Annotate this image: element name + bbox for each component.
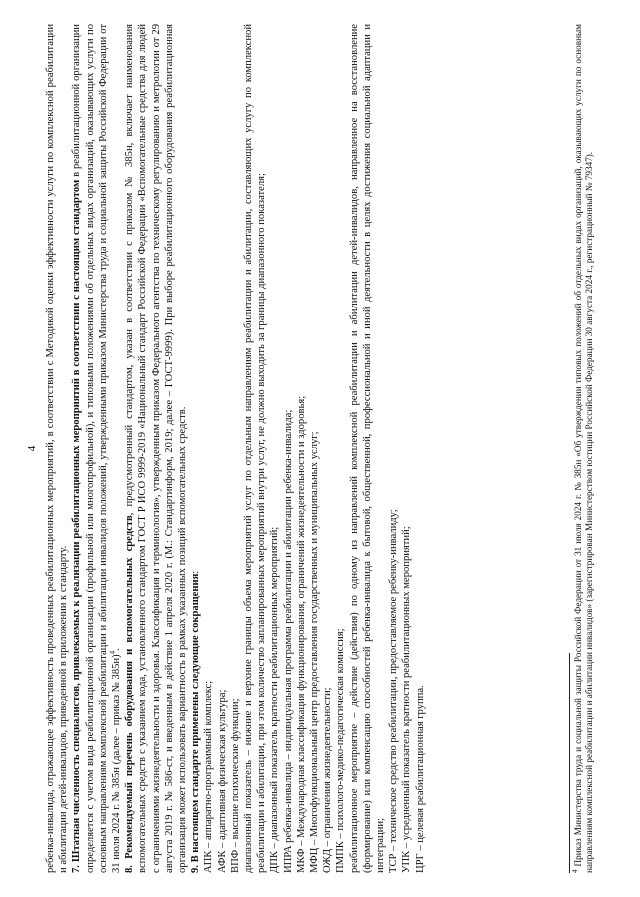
abbreviation-item: МКФ – Международная классификация функционирования, ограничений жизнедеятельности и здоровья; — [295, 395, 307, 873]
abbreviation-item: ПМПК – психолого-медико-педагогическая комиссия; — [335, 628, 347, 873]
abbreviation-item: УПК – усредненный показатель кратности реабилитационных мероприятий; — [401, 526, 413, 873]
paragraph-heading: 7. Штатная численность специалистов, привлекаемых к реализации реабилитационных мероприятий в соответствии с настоящим стандартом — [71, 179, 83, 873]
footnote-reference[interactable]: 4 — [108, 650, 117, 655]
paragraph-heading: 9. В настоящем стандарте применены следующие — [190, 632, 202, 873]
abbreviation-item: ОЖД – ограничения жизнедеятельности; — [322, 687, 334, 873]
paragraph-equipment — [123, 24, 189, 873]
footnote-mark: 4 — [570, 869, 579, 873]
abbreviation-item: диапазонный показатель – нижние и верхние границы объема мероприятий услуг по отдельным направлениям реабилитации и абилитации, составляющих услугу по комплексной реабилитации и абилитации, при этом количество запланированных мероприятий внутри услуг, не должно выходить за границы диапазонного показателя; — [243, 24, 268, 873]
footnote-text: Приказ Министерства труда и социальной защиты Российской Федерации от 31 июля 2024 г. № 385н «Об утверждении типовых положений об отдельных видах организаций, оказывающих услуги по основным направлениям комплексной реабилитации и абилитации инвалидов» (зарегистрирован Министерством юстиции Российской Федерации 30 августа 2024 г., регистрационный № 79347). — [573, 24, 595, 873]
abbreviation-item: АФК – адаптивная физическая культура; — [216, 689, 228, 873]
page-number: 4 — [26, 445, 38, 452]
paragraph-staffing — [70, 24, 123, 873]
paragraph-text: : — [190, 570, 202, 574]
paragraph-heading-keyword: сокращения — [190, 573, 202, 633]
abbreviation-item: ВПФ – высшие психические функции; — [229, 698, 241, 873]
abbreviation-item: ЦРГ – целевая реабилитационная группа. — [414, 685, 426, 873]
document-body — [44, 24, 427, 873]
abbreviation-item: АПК – аппаратно-программный комплекс; — [203, 680, 215, 873]
abbreviation-item: реабилитационное мероприятие – действие (действия) по одному из направлений комплексной реабилитации и абилитации детей-инвалидов, направленное на восстановление (формирование) или компенсацию способностей ребенка-инвалида к бытовой, общественной, профессиональной и иной деятельности в целях достижения социальной адаптации и интеграции; — [348, 24, 387, 873]
footnote — [570, 24, 595, 873]
paragraph-text: ребенка-инвалида, отражающее эффективность проведенных реабилитационных мероприятий, в соответствии с Методикой оценки эффективности услуги по комплексной реабилитации и абилитации детей-инвалидов, приведенной в приложении к стандарту. — [45, 24, 70, 873]
paragraph-tail: . — [111, 648, 123, 651]
footnote-divider — [569, 653, 570, 873]
abbreviation-item: МФЦ – Многофункциональный центр предоставления государственных и муниципальных услуг; — [309, 431, 321, 873]
paragraph-text: , предусмотренный стандартом, указан в соответствии с приказом № 385н, включает наименования вспомогательных средств с указанием кода, установленного стандартом ГОСТ Р ИСО 9999-2019 «Национальный стандарт Российской Федерации «Вспомогательные средства для людей с ограничениями жизнедеятельности и здоровья. Классификация и терминология», утвержденным приказом Федерального агентства по техническому регулированию и метрологии от 29 августа 2019 г. № 586-ст, и введенным в действие 1 апреля 2020 г. (М.: Стандартинформ, 2019; далее – ГОСТ-9999). При выборе реабилитационного оборудования реабилитационная организация может использовать вариантность в рамках указанных позиций вспомогательных средств. — [124, 23, 189, 873]
abbreviation-item: ИПРА ребенка-инвалида – индивидуальная программа реабилитации и абилитации ребенка-инвалида; — [282, 409, 294, 873]
paragraph-abbreviations-heading — [189, 24, 202, 873]
abbreviation-item: ДПК – диапазонный показатель кратности реабилитационных мероприятий; — [269, 526, 281, 873]
abbreviation-item: ТСР – техническое средство реабилитации, предоставляемое ребенку-инвалиду; — [388, 509, 400, 873]
paragraph-text: в реабилитационной организации определяется с учетом вида реабилитационной организации (профильной или многопрофильной), и типовыми положениями об отдельных видах организаций, оказывающих услуги по основным направлениям комплексной реабилитации и абилитации инвалидов положений, утвержденными приказом Министерства труда и социальной защиты Российской Федерации от 31 июля 2024 г. № 385н (далее – приказ № 385н) — [71, 24, 123, 873]
rotated-content — [24, 24, 616, 873]
paragraph-intro — [44, 24, 70, 873]
paragraph-heading: 8. Рекомендуемый перечень оборудования и вспомогательных средств — [124, 515, 136, 873]
